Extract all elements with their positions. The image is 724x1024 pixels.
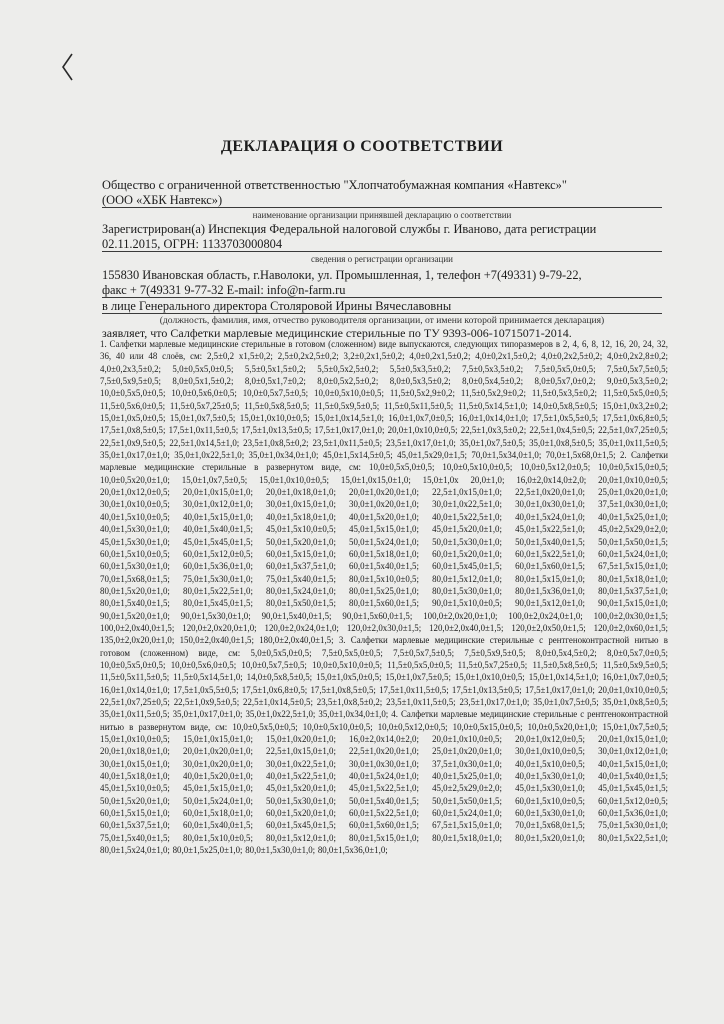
document-title: ДЕКЛАРАЦИЯ О СООТВЕТСТВИИ xyxy=(220,138,504,155)
registration-caption: сведения о регистрации организации xyxy=(311,254,453,264)
item4-sizes: 10,0±0,5х5,0±0,5; 10,0±0,5х10,0±0,5; 10,0±0,5х12,0±0,5; 10,0±0,5х15,0±0,5; 10,0±0,5х20,0±1,0; 15,0±1,0х7,5±0,5; 15,0±1,0х10,0±0,5; 15,0±1,0х15,0±1,0; 15,0±1,0х20,0±1,0; 16,0±2,0х14,0±2,0; 20,0±1,0х10,0±0,5; 20,0±1,0х12,0±0,5; 20,0±1,0х15,0±1,0; 20,0±1,0х18,0±1,0; 20,0±1,0х20,0±1,0; 22,5±1,0х15,0±1,0; 22,5±1,0х20,0±1,0; 25,0±1,0х20,0±1,0; 30,0±1,0х10,0±0,5; 30,0±1,0х12,0±1,0; 30,0±1,0х15,0±1,0; 30,0±1,0х20,0±1,0; 30,0±1,0х22,5±1,0; 30,0±1,0х30,0±1,0; 37,5±1,0х30,0±1,0; 40,0±1,5х10,0±0,5; 40,0±1,5х15,0±1,0; 40,0±1,5х18,0±1,0; 40,0±1,5х20,0±1,0; 40,0±1,5х22,5±1,0; 40,0±1,5х24,0±1,0; 40,0±1,5х25,0±1,0; 40,0±1,5х30,0±1,0; 40,0±1,5х40,0±1,5; 45,0±1,5х10,0±0,5; 45,0±1,5х15,0±1,0; 45,0±1,5х20,0±1,0; 45,0±1,5х22,5±1,0; 45,0±2,5х29,0±2,0; 45,0±1,5х30,0±1,0; 45,0±1,5х45,0±1,5; 50,0±1,5х20,0±1,0; 50,0±1,5х24,0±1,0; 50,0±1,5х30,0±1,0; 50,0±1,5х40,0±1,5; 50,0±1,5х50,0±1,5; 60,0±1,5х10,0±0,5; 60,0±1,5х12,0±0,5; 60,0±1,5х15,0±1,0; 60,0±1,5х18,0±1,0; 60,0±1,5х20,0±1,0; 60,0±1,5х22,5±1,0; 60,0±1,5х24,0±1,0; 60,0±1,5х30,0±1,0; 60,0±1,5х36,0±1,0; 60,0±1,5х37,5±1,0; 60,0±1,5х40,0±1,5; 60,0±1,5х45,0±1,5; 60,0±1,5х60,0±1,5; 67,5±1,5х15,0±1,0; 70,0±1,5х68,0±1,5; 75,0±1,5х30,0±1,0; 75,0±1,5х40,0±1,5; 80,0±1,5х10,0±0,5; 80,0±1,5х12,0±1,0; 80,0±1,5х15,0±1,0; 80,0±1,5х18,0±1,0; 80,0±1,5х20,0±1,0; 80,0±1,5х22,5±1,0; 80,0±1,5х24,0±1,0; 80,0±1,5х25,0±1,0; 80,0±1,5х30,0±1,0; 80,0±1,5х36,0±1,0; xyxy=(100,721,668,856)
item1-paragraph xyxy=(100,338,668,856)
registration-line2: 02.11.2015, ОГРН: 1133703000804 xyxy=(102,237,662,252)
applicant-caption: наименование организации принявшей декларацию о соответствии xyxy=(252,210,512,220)
representative-caption: (должность, фамилия, имя, отчество руководителя организации, от имени которой принимается декларация) xyxy=(159,315,605,326)
address-line2: факс + 7(49331 9-77-32 E-mail: info@n-farm.ru xyxy=(102,283,662,298)
declaration-statement: заявляет, что Салфетки марлевые медицинские стерильные по ТУ 9393-006-10715071-2014. xyxy=(102,326,572,340)
item3-intro: 3. Салфетки марлевые медицинские стерильные с рентгеноконтрастной нитью в готовом (сложенном) виде, см: xyxy=(100,635,668,658)
item4-intro: 4. Салфетки марлевые медицинские стерильные с рентгеноконтрастной нитью в развернутом виде, см: xyxy=(100,709,668,732)
item1-sizes: 2,5±0,2 х1,5±0,2; 2,5±0,2х2,5±0,2; 3,2±0,2х1,5±0,2; 4,0±0,2х1,5±0,2; 4,0±0,2х1,5±0,2; 4,0±0,2х2,5±0,2; 4,0±0,2х2,8±0,2; 4,0±0,2х3,5±0,2; 5,0±0,5х5,0±0,5; 5,5±0,5х1,5±0,2; 5,5±0,5х2,5±0,2; 5,5±0,5х3,5±0,2; 7,5±0,5х3,5±0,2; 7,5±0,5х5,0±0,5; 7,5±0,5х7,5±0,5; 7,5±0,5х9,5±0,5; 8,0±0,5х1,5±0,2; 8,0±0,5х1,7±0,2; 8,0±0,5х2,5±0,2; 8,0±0,5х3,5±0,2; 8,0±0,5х4,5±0,2; 8,0±0,5х7,0±0,2; 9,0±0,5х3,5±0,2; 10,0±0,5х5,0±0,5; 10,0±0,5х6,0±0,5; 10,0±0,5х7,5±0,5; 10,0±0,5х10,0±0,5; 11,5±0,5х2,9±0,2; 11,5±0,5х2,9±0,2; 11,5±0,5х3,5±0,2; 11,5±0,5х5,0±0,5; 11,5±0,5х6,0±0,5; 11,5±0,5х7,25±0,5; 11,5±0,5х8,5±0,5; 11,5±0,5х9,5±0,5; 11,5±0,5х11,5±0,5; 11,5±0,5х14,5±1,0; 14,0±0,5х8,5±0,5; 15,0±1,0х3,2±0,2; 15,0±1,0х5,0±0,5; 15,0±1,0х7,5±0,5; 15,0±1,0х10,0±0,5; 15,0±1,0х14,5±1,0; 16,0±1,0х7,0±0,5; 16,0±1,0х14,0±1,0; 17,5±1,0х5,5±0,5; 17,5±1,0х6,8±0,5; 17,5±1,0х8,5±0,5; 17,5±1,0х11,5±0,5; 17,5±1,0х13,5±0,5; 17,5±1,0х17,0±1,0; 20,0±1,0х10,0±0,5; 22,5±1,0х3,5±0,2; 22,5±1,0х4,5±0,5; 22,5±1,0х7,25±0,5; 22,5±1,0х9,5±0,5; 22,5±1,0х14,5±1,0; 23,5±1,0х8,5±0,2; 23,5±1,0х11,5±0,5; 23,5±1,0х17,0±1,0; 35,0±1,0х7,5±0,5; 35,0±1,0х8,5±0,5; 35,0±1,0х11,5±0,5; 35,0±1,0х17,0±1,0; 35,0±1,0х22,5±1,0; 35,0±1,0х34,0±1,0; 45,0±1,5х14,5±0,5; 45,0±1,5х29,0±1,5; 70,0±1,5х34,0±1,0; 70,0±1,5х68,0±1,5; xyxy=(100,351,668,461)
item3-sizes: 5,0±0,5х5,0±0,5; 7,5±0,5х5,0±0,5; 7,5±0,5х7,5±0,5; 7,5±0,5х9,5±0,5; 8,0±0,5х4,5±0,2; 8,0±0,5х7,0±0,5; 10,0±0,5х5,0±0,5; 10,0±0,5х6,0±0,5; 10,0±0,5х7,5±0,5; 10,0±0,5х10,0±0,5; 11,5±0,5х5,0±0,5; 11,5±0,5х7,25±0,5; 11,5±0,5х8,5±0,5; 11,5±0,5х9,5±0,5; 11,5±0,5х11,5±0,5; 11,5±0,5х14,5±1,0; 14,0±0,5х8,5±0,5; 15,0±1,0х5,0±0,5; 15,0±1,0х7,5±0,5; 15,0±1,0х10,0±0,5; 15,0±1,0х14,5±1,0; 16,0±1,0х7,0±0,5; 16,0±1,0х14,0±1,0; 17,5±1,0х5,5±0,5; 17,5±1,0х6,8±0,5; 17,5±1,0х8,5±0,5; 17,5±1,0х11,5±0,5; 17,5±1,0х13,5±0,5; 17,5±1,0х17,0±1,0; 20,0±1,0х10,0±0,5; 22,5±1,0х7,25±0,5; 22,5±1,0х9,5±0,5; 22,5±1,0х14,5±0,5; 23,5±1,0х8,5±0,2; 23,5±1,0х11,5±0,5; 23,5±1,0х17,0±1,0; 35,0±1,0х7,5±0,5; 35,0±1,0х8,5±0,5; 35,0±1,0х11,5±0,5; 35,0±1,0х17,0±1,0; 35,0±1,0х22,5±1,0; 35,0±1,0х34,0±1,0; xyxy=(100,647,668,720)
applicant-name-line1: Общество с ограниченной ответственностью "Хлопчатобумажная компания «Навтекс»" xyxy=(102,178,567,192)
item2-intro: 2. Салфетки марлевые медицинские стерильные в развернутом виде, см: xyxy=(100,450,668,473)
item1-intro: 1. Салфетки марлевые медицинские стерильные в готовом (сложенном) виде выпускаются, следующих типоразмеров в 2, 4, 6, 8, 12, 16, 20, 24, 32, 36, 40 или 48 слоёв, см: xyxy=(100,339,668,362)
scan-bracket-mark xyxy=(58,52,80,82)
registration-line1: Зарегистрирован(а) Инспекция Федеральной налоговой службы г. Иваново, дата регистрации xyxy=(102,222,597,236)
product-size-list xyxy=(100,338,668,988)
representative-line: в лице Генерального директора Столяровой Ирины Вячеславовны xyxy=(102,299,662,314)
item2-sizes: 10,0±0,5х5,0±0,5; 10,0±0,5х10,0±0,5; 10,0±0,5х12,0±0,5; 10,0±0,5х15,0±0,5; 10,0±0,5х20,0±1,0; 15,0±1,0х7,5±0,5; 15,0±1,0х10,0±0,5; 15,0±1,0х15,0±1,0; 15,0±1,0х 20,0±1,0; 16,0±2,0х14,0±2,0; 20,0±1,0х10,0±0,5; 20,0±1,0х12,0±0,5; 20,0±1,0х15,0±1,0; 20,0±1,0х18,0±1,0; 20,0±1,0х20,0±1,0; 22,5±1,0х15,0±1,0; 22,5±1,0х20,0±1,0; 25,0±1,0х20,0±1,0; 30,0±1,0х10,0±0,5; 30,0±1,0х12,0±1,0; 30,0±1,0х15,0±1,0; 30,0±1,0х20,0±1,0; 30,0±1,0х22,5±1,0; 30,0±1,0х30,0±1,0; 37,5±1,0х30,0±1,0; 40,0±1,5х10,0±0,5; 40,0±1,5х15,0±1,0; 40,0±1,5х18,0±1,0; 40,0±1,5х20,0±1,0; 40,0±1,5х22,5±1,0; 40,0±1,5х24,0±1,0; 40,0±1,5х25,0±1,0; 40,0±1,5х30,0±1,0; 40,0±1,5х40,0±1,5; 45,0±1,5х10,0±0,5; 45,0±1,5х15,0±1,0; 45,0±1,5х20,0±1,0; 45,0±1,5х22,5±1,0; 45,0±2,5х29,0±2,0; 45,0±1,5х30,0±1,0; 45,0±1,5х45,0±1,5; 50,0±1,5х20,0±1,0; 50,0±1,5х24,0±1,0; 50,0±1,5х30,0±1,0; 50,0±1,5х40,0±1,5; 50,0±1,5х50,0±1,5; 60,0±1,5х10,0±0,5; 60,0±1,5х12,0±0,5; 60,0±1,5х15,0±1,0; 60,0±1,5х18,0±1,0; 60,0±1,5х20,0±1,0; 60,0±1,5х22,5±1,0; 60,0±1,5х24,0±1,0; 60,0±1,5х30,0±1,0; 60,0±1,5х36,0±1,0; 60,0±1,5х37,5±1,0; 60,0±1,5х40,0±1,5; 60,0±1,5х45,0±1,5; 60,0±1,5х60,0±1,5; 67,5±1,5х15,0±1,0; 70,0±1,5х68,0±1,5; 75,0±1,5х30,0±1,0; 75,0±1,5х40,0±1,5; 80,0±1,5х10,0±0,5; 80,0±1,5х12,0±1,0; 80,0±1,5х15,0±1,0; 80,0±1,5х18,0±1,0; 80,0±1,5х20,0±1,0; 80,0±1,5х22,5±1,0; 80,0±1,5х24,0±1,0; 80,0±1,5х25,0±1,0; 80,0±1,5х30,0±1,0; 80,0±1,5х36,0±1,0; 80,0±1,5х37,5±1,0; 80,0±1,5х40,0±1,5; 80,0±1,5х45,0±1,5; 80,0±1,5х50,0±1,5; 80,0±1,5х60,0±1,5; 90,0±1,5х10,0±0,5; 90,0±1,5х12,0±1,0; 90,0±1,5х15,0±1,0; 90,0±1,5х20,0±1,0; 90,0±1,5х30,0±1,0; 90,0±1,5х40,0±1,5; 90,0±1,5х60,0±1,5; 100,0±2,0х20,0±1,0; 100,0±2,0х24,0±1,0; 100,0±2,0х30,0±1,5; 100,0±2,0х40,0±1,5; 120,0±2,0х20,0±1,0; 120,0±2,0х24,0±1,0; 120,0±2,0х30,0±1,5; 120,0±2,0х40,0±1,5; 120,0±2,0х50,0±1,5; 120,0±2,0х60,0±1,5; 135,0±2,0х20,0±1,0; 150,0±2,0х40,0±1,5; 180,0±2,0х40,0±1,5; xyxy=(100,462,668,646)
applicant-name-line2: (ООО «ХБК Навтекс») xyxy=(102,193,662,208)
address-line1: 155830 Ивановская область, г.Наволоки, ул. Промышленная, 1, телефон +7(49331) 9-79-22, xyxy=(102,268,582,282)
